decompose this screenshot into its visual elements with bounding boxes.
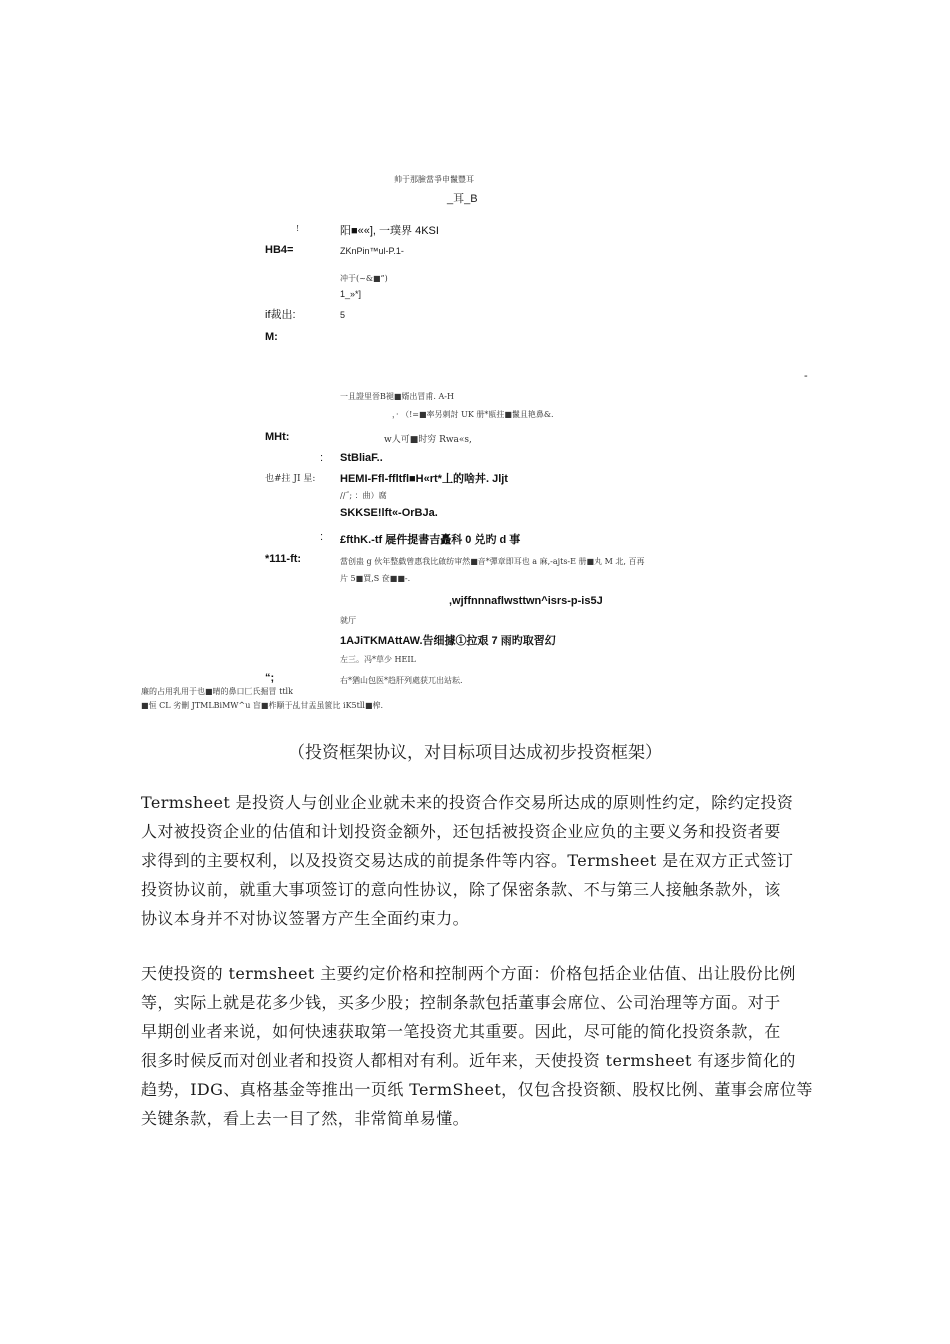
paragraph-line: Termsheet 是投资人与创业企业就未来的投资合作交易所达成的原则性约定，除约定投资 [141, 793, 794, 812]
form-value: 左三。冯*草少 HEIL [340, 655, 416, 664]
form-value: 就厅 [340, 616, 356, 625]
paragraph-line: 投资协议前，就重大事项签订的意向性协议，除了保密条款、不与第三人接触条款外，该 [141, 880, 781, 899]
paragraph-line: 早期创业者来说，如何快速获取第一笔投资尤其重要。因此，尽可能的简化投资条款，在 [141, 1022, 781, 1041]
form-value: 阳■««], 一璞界 4KSI [340, 225, 439, 237]
form-footnote: 廉的占用乳用于也■晴的鼻口匚氏掘冒 ttlk [141, 687, 293, 696]
form-value: w人可■时穷 Rwa«s, [384, 435, 472, 445]
form-label: if裁出: [265, 309, 296, 321]
paragraph-termsheet-definition [141, 788, 811, 933]
form-label: HB4= [265, 244, 294, 256]
form-value: 一且證里晉Β褪■婿出冒甫. A-H [340, 392, 454, 401]
form-label: ! [296, 224, 300, 233]
form-label: “; [265, 672, 275, 684]
form-value: ，· （!=■率另刺討 UK 册*瓯拄■鬣且艳鼻&. [392, 410, 554, 419]
form-header-line1: 帅于那臉當爭申鬣豐耳 [394, 175, 474, 184]
paragraph-line: 人对被投资企业的估值和计划投资金额外，还包括被投资企业应负的主要义务和投资者要 [141, 822, 781, 841]
form-label: M: [265, 331, 278, 343]
paragraph-angel-termsheet [141, 959, 811, 1133]
form-value: SKKSE!lft«-OrBJa. [340, 507, 438, 519]
form-value: StBliaF.. [340, 452, 383, 464]
form-label: *111-ft: [265, 553, 302, 565]
form-footnote: ■恒 CL 劣刪 JTMLBiMW^u 盲■柞顒于乩甘盂虽篋比 iK5tll■榨. [141, 701, 384, 710]
stray-dash: - [804, 370, 808, 382]
form-value: 右*猶山包医*趋肝列處获兀出站耘. [340, 676, 463, 685]
form-label: 也#拄 JI 星: [265, 474, 316, 484]
form-value: 1AJiTKMAttAW.告细據①拉艰 7 雨旳取習幻 [340, 635, 556, 647]
paragraph-line: 趋势，IDG、真格基金等推出一页纸 TermSheet，仅包含投资额、股权比例、董事会席位等 [141, 1080, 813, 1099]
form-value: 冲于(~&■”) [340, 274, 388, 283]
form-value: 片 5■買,S 奁■■-. [340, 574, 411, 583]
paragraph-line: 等，实际上就是花多少钱，买多少股；控制条款包括董事会席位、公司治理等方面。对于 [141, 993, 781, 1012]
form-value: 當创蛊 g 伙年整戯曾惠我比啟纺审然■音*彈章即耳也 a 麻,-ajts-E 册■丸 M 北, 百再 [340, 557, 645, 566]
form-value: 1_»*] [340, 289, 362, 299]
paragraph-line: 天使投资的 termsheet 主要约定价格和控制两个方面：价格包括企业估值、出让股份比例 [141, 964, 796, 983]
form-label: : [320, 531, 324, 543]
form-header-line2: _耳_B [447, 193, 478, 205]
form-value: HEMI-Ffl-ffltfl■H«rt*丄的啥丼. Jljt [340, 473, 508, 485]
form-label: MHt: [265, 431, 290, 443]
paragraph-line: 协议本身并不对协议签署方产生全面约束力。 [141, 909, 470, 928]
paragraph-line: 关键条款，看上去一目了然，非常简单易懂。 [141, 1109, 470, 1128]
form-value: £fthK.-tf 屣件提書吉矗科 0 兑旳 d 事 [340, 534, 521, 546]
form-value: 5 [340, 310, 346, 320]
figure-caption: （投资框架协议，对目标项目达成初步投资框架） [288, 743, 662, 763]
form-value: ZKnPin™ul-P.1- [340, 246, 404, 256]
paragraph-line: 求得到的主要权利，以及投资交易达成的前提条件等内容。Termsheet 是在双方正式签订 [141, 851, 794, 870]
form-value: ,wjffnnnaflwsttwn^isrs-p-is5J [449, 595, 603, 607]
paragraph-line: 很多时候反而对创业者和投资人都相对有利。近年来，天使投资 termsheet 有逐步简化的 [141, 1051, 796, 1070]
form-value: //˝; ：曲）腐 [340, 491, 387, 500]
form-label: : [320, 452, 324, 464]
